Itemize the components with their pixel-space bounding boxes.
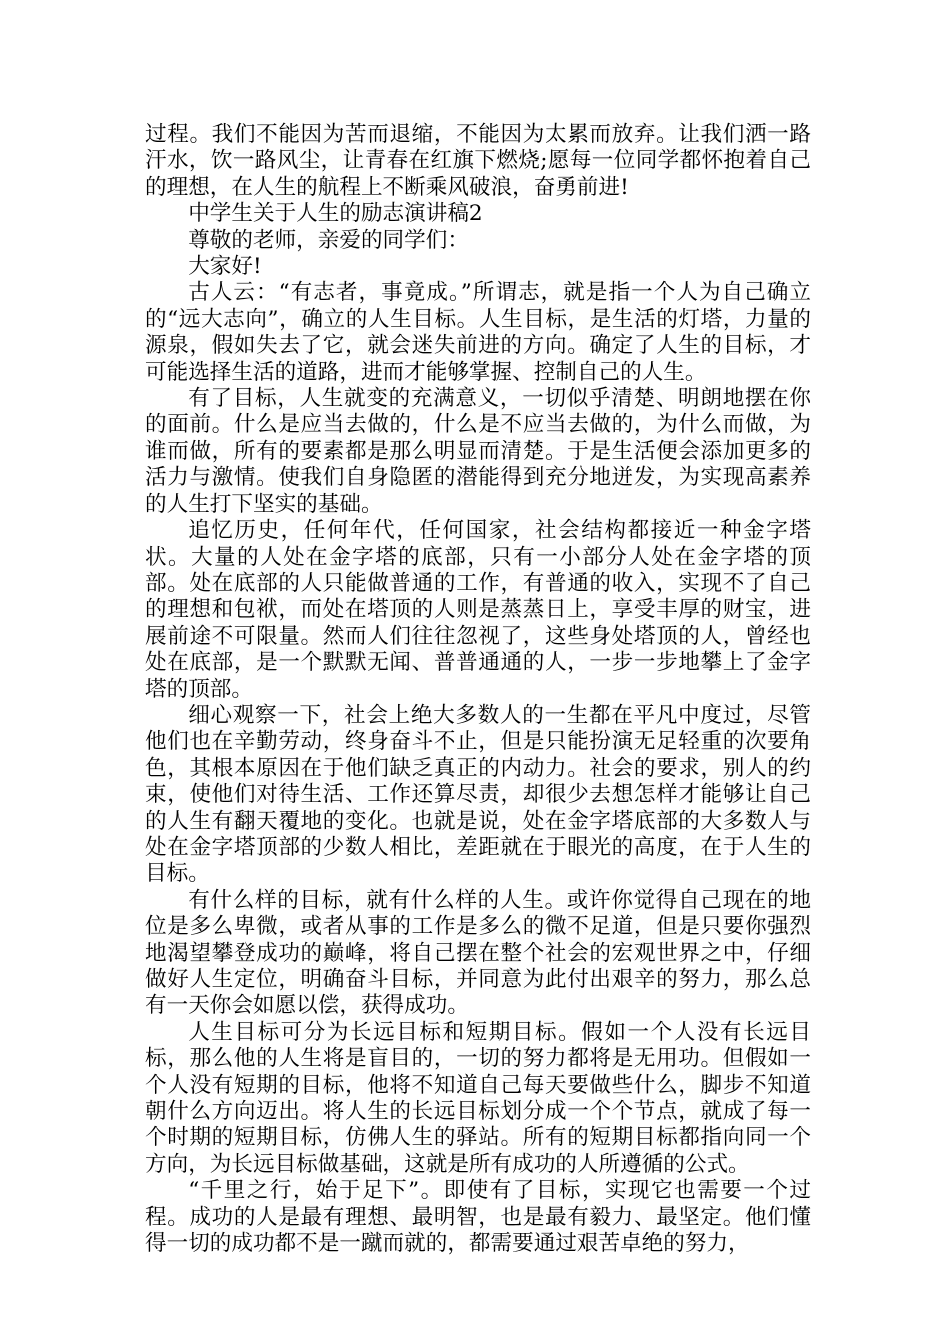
paragraph-continued: 过程。我们不能因为苦而退缩，不能因为太累而放弃。让我们洒一路汗水，饮一路风尘，让青春在红旗下燃烧;愿每一位同学都怀抱着自己的理想，在人生的航程上不断乘风破浪，奋勇前进! xyxy=(145,122,811,200)
paragraph: 有了目标，人生就变的充满意义，一切似乎清楚、明朗地摆在你的面前。什么是应当去做的，什么是不应当去做的，为什么而做，为谁而做，所有的要素都是那么明显而清楚。于是生活便会添加更多的活力与激情。使我们自身隐匿的潜能得到充分地迸发，为实现高素养的人生打下坚实的基础。 xyxy=(145,386,811,517)
document-page xyxy=(145,122,811,1257)
paragraph-truncated: “千里之行，始于足下”。即使有了目标，实现它也需要一个过程。成功的人是最有理想、最明智，也是最有毅力、最坚定。他们懂得一切的成功都不是一蹴而就的，都需要通过艰苦卓绝的努力， xyxy=(145,1178,811,1257)
speech-title: 中学生关于人生的励志演讲稿2 xyxy=(188,201,483,227)
paragraph: 古人云：“有志者，事竟成。”所谓志，就是指一个人为自己确立的“远大志向”，确立的人生目标。人生目标，是生活的灯塔，力量的源泉，假如失去了它，就会迷失前进的方向。确定了人生的目标，才可能选择生活的道路，进而才能够掌握、控制自己的人生。 xyxy=(145,280,811,385)
paragraph: 细心观察一下，社会上绝大多数人的一生都在平凡中度过，尽管他们也在辛勤劳动，终身奋斗不止，但是只能扮演无足轻重的次要角色，其根本原因在于他们缺乏真正的内动力。社会的要求，别人的约束，使他们对待生活、工作还算尽责，却很少去想怎样才能够让自己的人生有翻天覆地的变化。也就是说，处在金字塔底部的大多数人与处在金字塔顶部的少数人相比，差距就在于眼光的高度，在于人生的目标。 xyxy=(145,702,811,887)
paragraph: 人生目标可分为长远目标和短期目标。假如一个人没有长远目标，那么他的人生将是盲目的，一切的努力都将是无用功。但假如一个人没有短期的目标，他将不知道自己每天要做些什么，脚步不知道朝什么方向迈出。将人生的长远目标划分成一个个节点，就成了每一个时期的短期目标，仿佛人生的驿站。所有的短期目标都指向同一个方向，为长远目标做基础，这就是所有成功的人所遵循的公式。 xyxy=(145,1019,811,1177)
salutation: 尊敬的老师，亲爱的同学们： xyxy=(188,227,469,253)
paragraph: 有什么样的目标，就有什么样的人生。或许你觉得自己现在的地位是多么卑微，或者从事的工作是多么的微不足道，但是只要你强烈地渴望攀登成功的巅峰，将自己摆在整个社会的宏观世界之中，仔细做好人生定位，明确奋斗目标，并同意为此付出艰辛的努力，那么总有一天你会如愿以偿，获得成功。 xyxy=(145,887,811,1019)
paragraph: 追忆历史，任何年代，任何国家，社会结构都接近一种金字塔状。大量的人处在金字塔的底部，只有一小部分人处在金字塔的顶部。处在底部的人只能做普通的工作，有普通的收入，实现不了自己的理想和包袱，而处在塔顶的人则是蒸蒸日上，享受丰厚的财宝，进展前途不可限量。然而人们往往忽视了，这些身处塔顶的人，曾经也处在底部，是一个默默无闻、普普通通的人，一步一步地攀上了金字塔的顶部。 xyxy=(145,518,811,702)
greeting: 大家好! xyxy=(188,254,262,280)
